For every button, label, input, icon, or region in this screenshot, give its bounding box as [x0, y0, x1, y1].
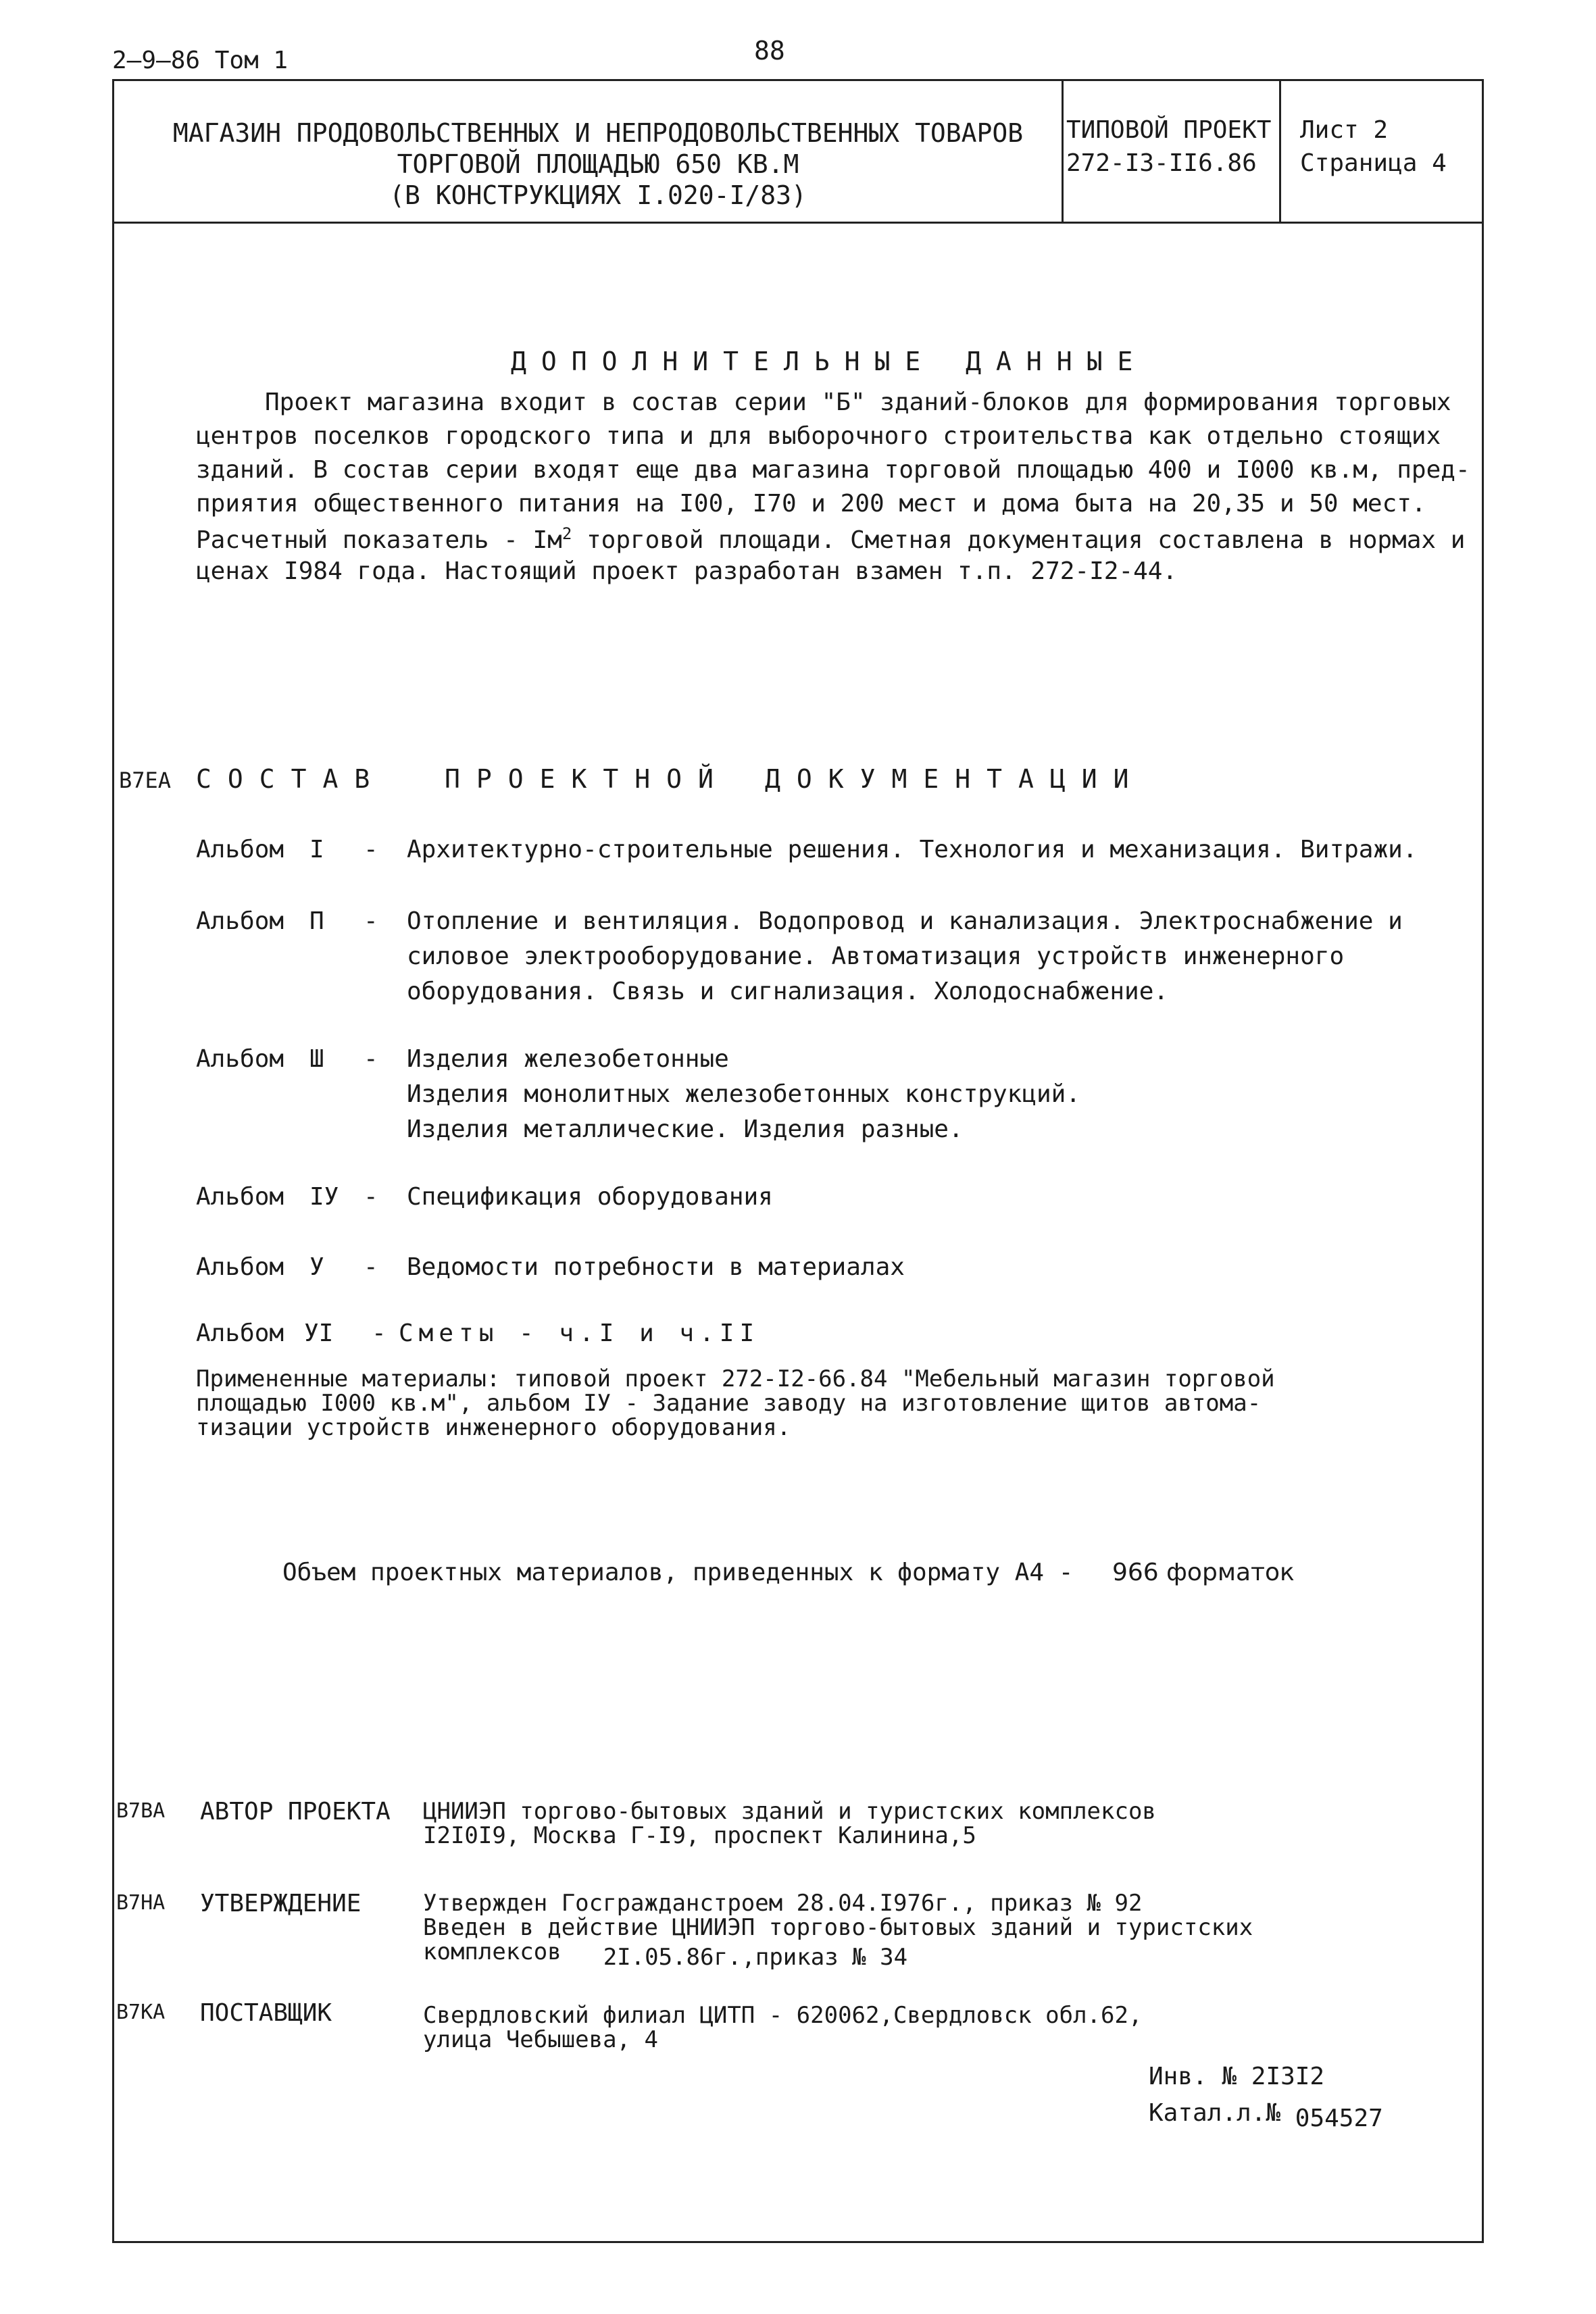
title-block-divider [112, 222, 1484, 224]
author-line: ЦНИИЭП торгово-бытовых зданий и туристских комплексов [423, 1798, 1156, 1825]
supplier-line: улица Чебышева, 4 [423, 2026, 658, 2053]
album-description: Изделия металлические. Изделия разные. [407, 1115, 964, 1143]
album-description: Спецификация оборудования [407, 1183, 773, 1211]
additional-data-heading: ДОПОЛНИТЕЛЬНЫЕ ДАННЫЕ [511, 347, 1148, 376]
album-number: У [309, 1253, 324, 1281]
approval-code: В7НА [116, 1891, 166, 1915]
supplier-label: ПОСТАВЩИК [200, 1999, 332, 2027]
album-label: Альбом [196, 907, 284, 935]
paragraph-line: ценах I984 года. Настоящий проект разработан взамен т.п. 272-I2-44. [196, 557, 1178, 585]
title-line: ТОРГОВОЙ ПЛОЩАДЬЮ 650 КВ.М [397, 149, 799, 179]
paragraph-line: зданий. В состав серии входят еще два магазина торговой площадью 400 и I000 кв.м, пред- [196, 456, 1470, 484]
album-dash: - [364, 1183, 378, 1211]
album-label: Альбом [196, 1045, 284, 1073]
album-description: оборудования. Связь и сигнализация. Холодоснабжение. [407, 978, 1169, 1005]
album-label: Альбом [196, 836, 284, 863]
album-dash: - [364, 836, 378, 863]
supplier-details [423, 2004, 1142, 2053]
document-title [142, 118, 1054, 211]
applied-materials-line: Примененные материалы: типовой проект 272-I2-66.84 "Мебельный магазин торговой [196, 1365, 1275, 1392]
album-description: силовое электрооборудование. Автоматизация устройств инженерного [407, 942, 1345, 970]
volume-value: 966 форматок [1112, 1559, 1295, 1586]
applied-materials-line: площадью I000 кв.м", альбом IУ - Задание заводу на изготовление щитов автома- [196, 1390, 1262, 1417]
project-type-label: ТИПОВОЙ ПРОЕКТ [1066, 116, 1272, 144]
album-description: Изделия железобетонные [407, 1045, 729, 1073]
album-description: Отопление и вентиляция. Водопровод и канализация. Электроснабжение и [407, 907, 1403, 935]
approval-details [423, 1890, 1253, 1971]
album-description: Ведомости потребности в материалах [407, 1253, 905, 1281]
paragraph-line: Расчетный показатель - $Iм^2$ торговой площади. Сметная документация составлена в нормах и [196, 524, 1466, 554]
catalog-number: Катал.л.№ 054527 [1149, 2099, 1383, 2132]
album-number: УI [304, 1319, 334, 1347]
applied-materials-line: тизации устройств инженерного оборудования. [196, 1414, 791, 1441]
page-number: 88 [754, 36, 785, 66]
additional-data-paragraph [196, 388, 1470, 593]
sheet-number: Лист 2 [1300, 116, 1389, 144]
album-label: Альбом [196, 1253, 284, 1281]
album-dash: - [364, 1253, 378, 1281]
title-block-vline-2 [1279, 79, 1281, 223]
album-dash: - [364, 907, 378, 935]
album-number: Ш [309, 1045, 324, 1073]
album-number: IУ [309, 1183, 339, 1211]
album-number: I [309, 836, 324, 863]
project-code: 272-I3-II6.86 [1066, 149, 1257, 177]
composition-heading-word: ПРОЕКТНОЙ [445, 764, 730, 794]
album-description: Сметы - ч.I и ч.II [399, 1319, 760, 1347]
album-description: Архитектурно-строительные решения. Технология и механизация. Витражи. [407, 836, 1418, 863]
approval-line: Введен в действие ЦНИИЭП торгово-бытовых зданий и туристских [423, 1914, 1253, 1941]
composition-heading-word: ДОКУМЕНТАЦИИ [765, 764, 1145, 794]
album-number: П [309, 907, 324, 935]
page-indicator: Страница 4 [1300, 149, 1447, 177]
author-code: В7ВА [116, 1799, 166, 1823]
composition-code: В7ЕА [119, 768, 172, 793]
approval-label: УТВЕРЖДЕНИЕ [200, 1890, 361, 1917]
title-block-vline-1 [1062, 79, 1064, 223]
volume-label: Объем проектных материалов, приведенных к формату А4 - [282, 1559, 1074, 1586]
supplier-line: Свердловский филиал ЦИТП - 620062,Свердловск обл.62, [423, 2002, 1143, 2029]
approval-line: Утвержден Госгражданстроем 28.04.I976г., приказ № 92 [423, 1890, 1143, 1917]
composition-heading-word: СОСТАВ [196, 764, 386, 794]
author-line: I2I0I9, Москва Г-I9, проспект Калинина,5 [423, 1822, 976, 1849]
title-line: МАГАЗИН ПРОДОВОЛЬСТВЕННЫХ И НЕПРОДОВОЛЬСТВЕННЫХ ТОВАРОВ [172, 118, 1024, 148]
title-line: (В КОНСТРУКЦИЯХ I.020-I/83) [389, 180, 807, 210]
author-details [423, 1800, 1156, 1848]
inventory-number: Инв. № 2I3I2 [1149, 2063, 1325, 2090]
author-label: АВТОР ПРОЕКТА [200, 1798, 391, 1826]
approval-line: комплексов 2I.05.86г.,приказ № 34 [423, 1938, 908, 1971]
album-dash: - [364, 1045, 378, 1073]
album-label: Альбом [196, 1319, 284, 1347]
paragraph-line: приятия общественного питания на I00, I70 и 200 мест и дома быта на 20,35 и 50 мест. [196, 490, 1426, 518]
paragraph-line: центров поселков городского типа и для выборочного строительства как отдельно стоящих [196, 422, 1441, 450]
applied-materials [196, 1367, 1291, 1440]
album-description: Изделия монолитных железобетонных конструкций. [407, 1080, 1080, 1108]
album-label: Альбом [196, 1183, 284, 1211]
supplier-code: В7КА [116, 2001, 166, 2024]
document-series-mark: 2—9—86 Том 1 [112, 47, 289, 74]
paragraph-line: Проект магазина входит в состав серии "Б" зданий-блоков для формирования торговых [265, 388, 1451, 416]
album-dash: - [372, 1319, 386, 1347]
